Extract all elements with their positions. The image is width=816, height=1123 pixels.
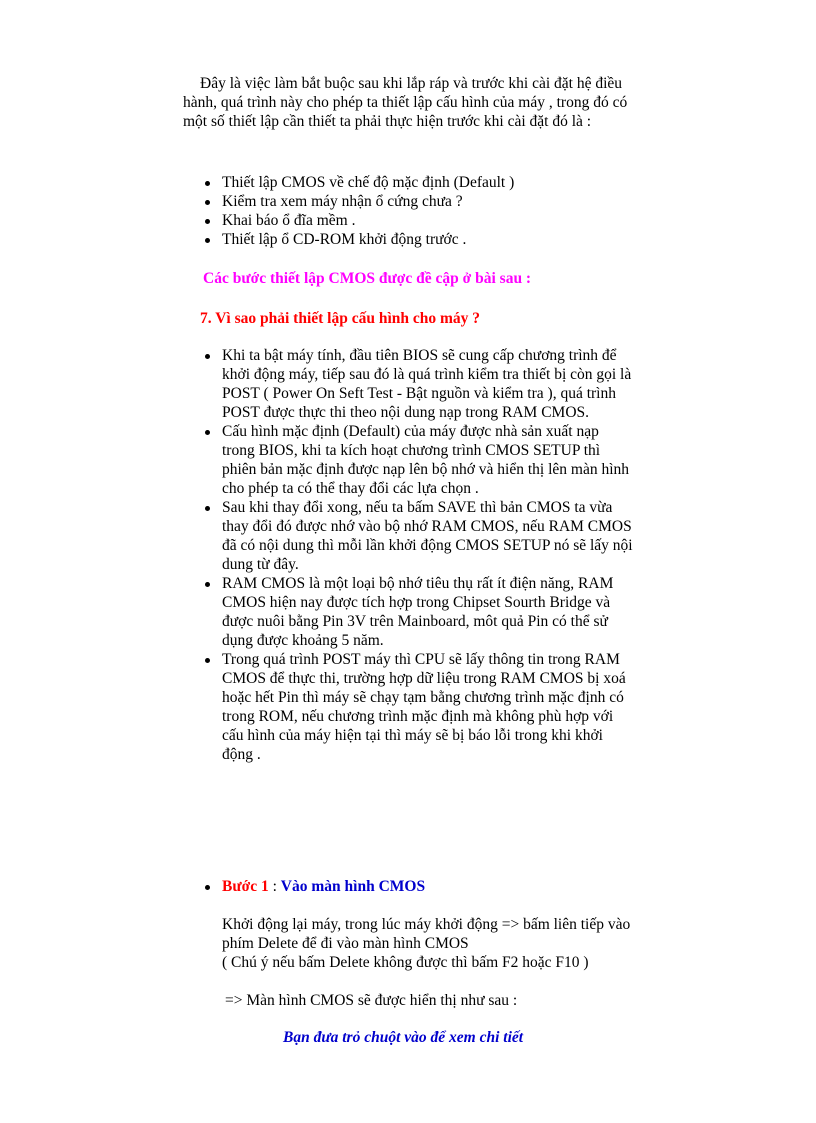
reason-list (222, 346, 634, 764)
prep-list (222, 173, 642, 249)
list-item: Trong quá trình POST máy thì CPU sẽ lấy thông tin trong RAM CMOS để thực thi, trường hợp dữ liệu trong RAM CMOS bị xoá hoặc hết Pin thì máy sẽ chạy tạm bằng chương trình mặc định có trong ROM, nếu chương trình mặc định mà không phù hợp với cấu hình của máy hiện tại thì máy sẽ bị báo lỗi trong khi khởi động . (222, 650, 634, 764)
step-result: => Màn hình CMOS sẽ được hiển thị như sau : (225, 992, 518, 1009)
intro-text: Đây là việc làm bắt buộc sau khi lắp ráp và trước khi cài đặt hệ điều hành, quá trình này cho phép ta thiết lập cấu hình của máy , trong đó có một số thiết lập cần thiết ta phải thực hiện trước khi cài đặt đó là : (183, 75, 628, 130)
step-item (222, 877, 652, 1010)
list-item: Sau khi thay đổi xong, nếu ta bấm SAVE thì bản CMOS ta vừa thay đổi đó được nhớ vào bộ nhớ RAM CMOS, nếu RAM CMOS đã có nội dung thì mỗi lần khởi động CMOS SETUP nó sẽ lấy nội dung từ đây. (222, 499, 633, 573)
step-name: Vào màn hình CMOS (280, 878, 426, 895)
list-item: RAM CMOS là một loại bộ nhớ tiêu thụ rất ít điện năng, RAM CMOS hiện nay được tích hợp trong Chipset Sourth Bridge và được nuôi bằng Pin 3V trên Mainboard, môt quả Pin có thể sử dụng được khoảng 5 năm. (222, 574, 634, 650)
step-title (222, 877, 652, 896)
step-separator: : (268, 878, 281, 895)
step-note: ( Chú ý nếu bấm Delete không được thì bấm F2 hoặc F10 ) (222, 954, 589, 971)
step-instruction: Khởi động lại máy, trong lúc máy khởi động => bấm liên tiếp vào phím Delete để đi vào màn hình CMOS (222, 916, 631, 952)
list-item: Khi ta bật máy tính, đầu tiên BIOS sẽ cung cấp chương trình để khởi động máy, tiếp sau đó là quá trình kiểm tra thiết bị còn gọi là POST ( Power On Seft Test - Bật nguồn và kiểm tra ), quá trình POST được thực thi theo nội dung nạp trong RAM CMOS. (222, 346, 634, 422)
list-item: Thiết lập ổ CD-ROM khởi động trước . (222, 230, 642, 249)
hover-hint: Bạn đưa trỏ chuột vào để xem chi tiết (283, 1029, 524, 1046)
list-item: Thiết lập CMOS về chế độ mặc định (Default ) (222, 173, 642, 192)
list-item: Cấu hình mặc định (Default) của máy được nhà sản xuất nạp trong BIOS, khi ta kích hoạt chương trình CMOS SETUP thì phiên bản mặc định được nạp lên bộ nhớ và hiển thị lên màn hình cho phép ta có thể thay đổi các lựa chọn . (222, 422, 634, 498)
intro-paragraph (183, 74, 643, 131)
section-heading: 7. Vì sao phải thiết lập cấu hình cho máy ? (200, 310, 481, 327)
step-body (222, 915, 652, 972)
list-item: Kiểm tra xem máy nhận ổ cứng chưa ? (222, 192, 642, 211)
section-note: Các bước thiết lập CMOS được đề cập ở bài sau : (203, 270, 532, 287)
step-number: Bước 1 (222, 878, 269, 895)
list-item: Khai báo ổ đĩa mềm . (222, 211, 642, 230)
step-block (222, 877, 652, 1010)
